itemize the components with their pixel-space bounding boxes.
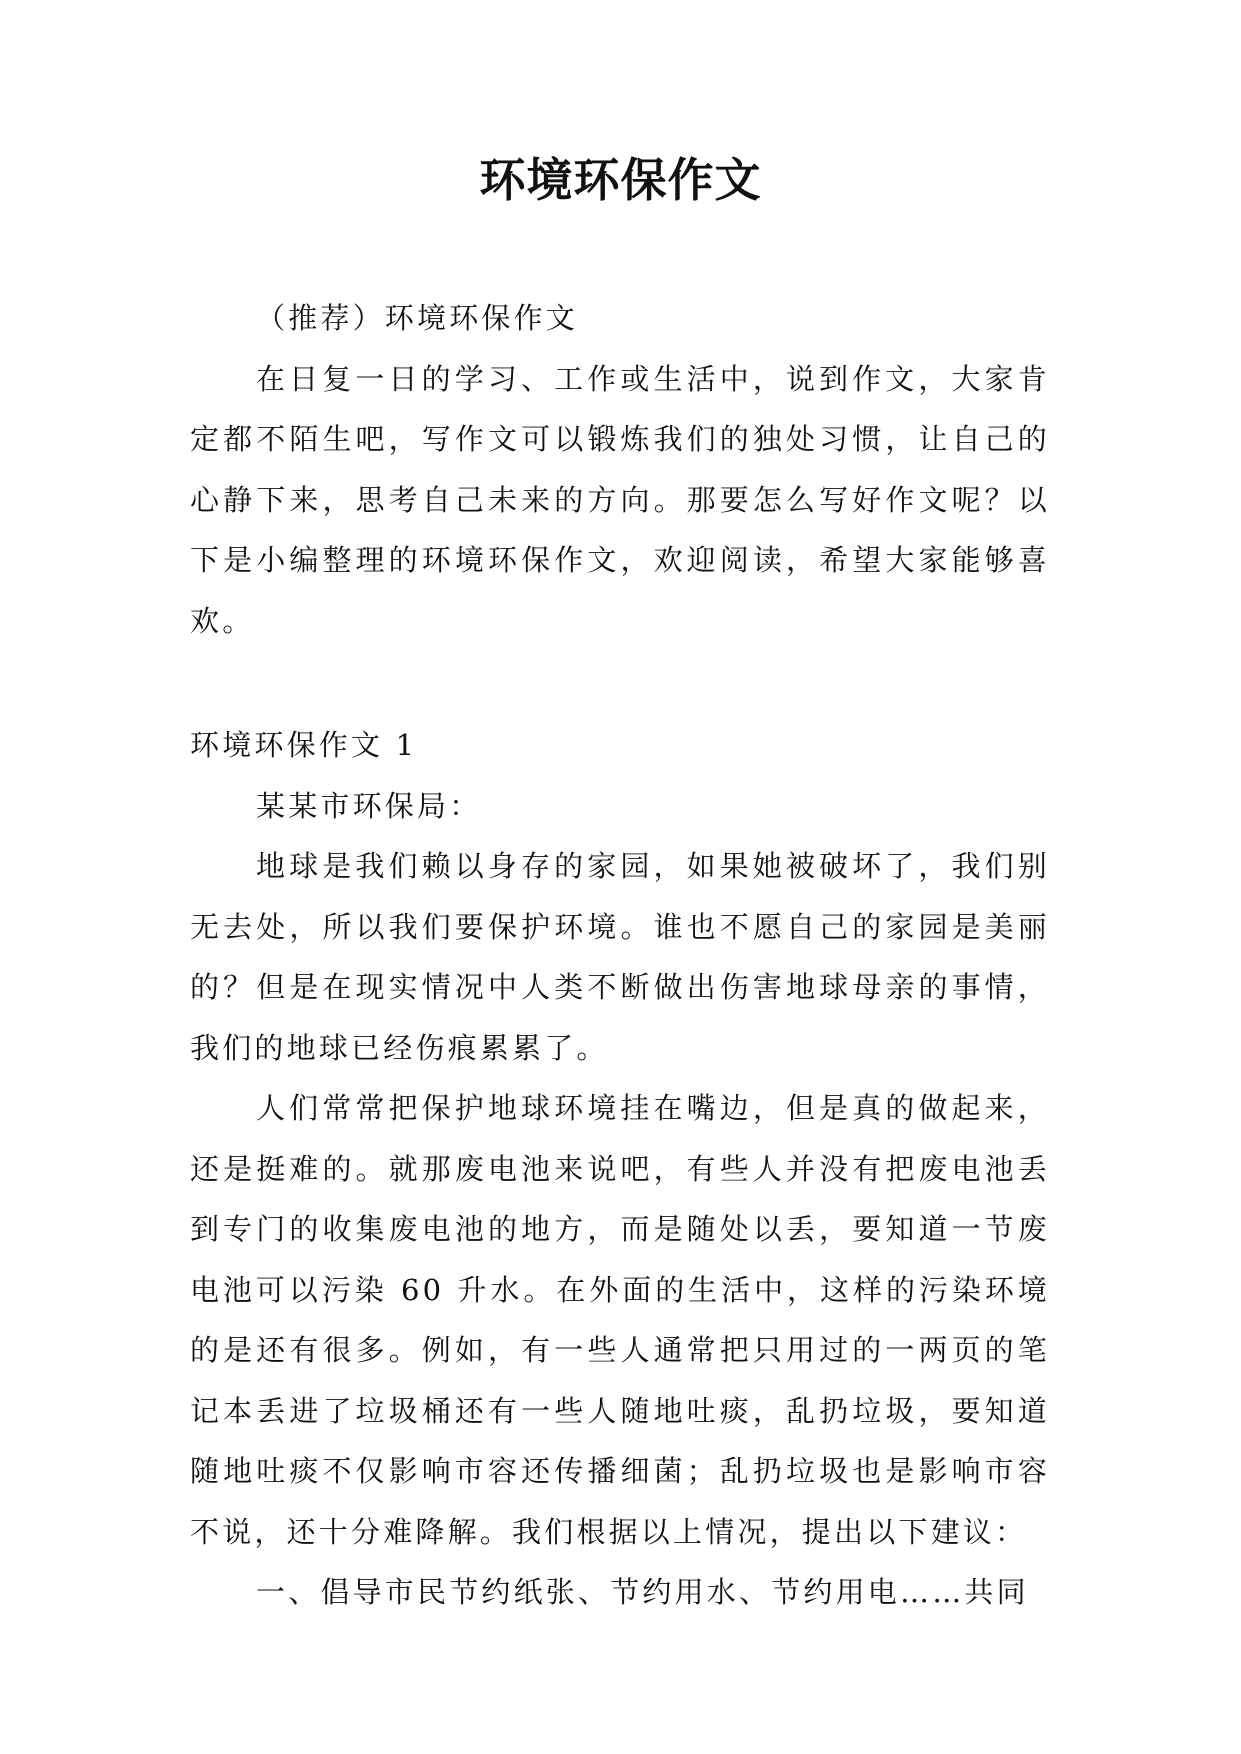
document-subtitle: （推荐）环境环保作文 <box>256 301 579 335</box>
document-body <box>190 288 1050 1623</box>
body-paragraph-2: 人们常常把保护地球环境挂在嘴边，但是真的做起来，还是挺难的。就那废电池来说吧，有些人并没有把废电池丢到专门的收集废电池的地方，而是随处以丢，要知道一节废电池可以污染 60 升水。在外面的生活中，这样的污染环境的是还有很多。例如，有一些人通常把只用过的一两页的笔记本丢进了垃圾桶还有一些人随地吐痰，乱扔垃圾，要知道随地吐痰不仅影响市容还传播细菌；乱扔垃圾也是影响市容不说，还十分难降解。我们根据以上情况，提出以下建议： <box>190 1091 1050 1549</box>
body-paragraph-3: 一、倡导市民节约纸张、节约用水、节约用电……共同 <box>256 1575 1029 1609</box>
intro-paragraph: 在日复一日的学习、工作或生活中，说到作文，大家肯定都不陌生吧，写作文可以锻炼我们的独处习惯，让自己的心静下来，思考自己未来的方向。那要怎么写好作文呢？以下是小编整理的环境环保作文，欢迎阅读，希望大家能够喜欢。 <box>190 361 1050 638</box>
body-paragraph-1: 地球是我们赖以身存的家园，如果她被破坏了，我们别无去处，所以我们要保护环境。谁也不愿自己的家园是美丽的？但是在现实情况中人类不断做出伤害地球母亲的事情，我们的地球已经伤痕累累了。 <box>190 849 1050 1065</box>
letter-salutation: 某某市环保局： <box>256 788 482 823</box>
document-title: 环境环保作文 <box>479 153 762 207</box>
section-heading: 环境环保作文 1 <box>190 728 418 762</box>
section-spacer <box>190 651 1050 715</box>
